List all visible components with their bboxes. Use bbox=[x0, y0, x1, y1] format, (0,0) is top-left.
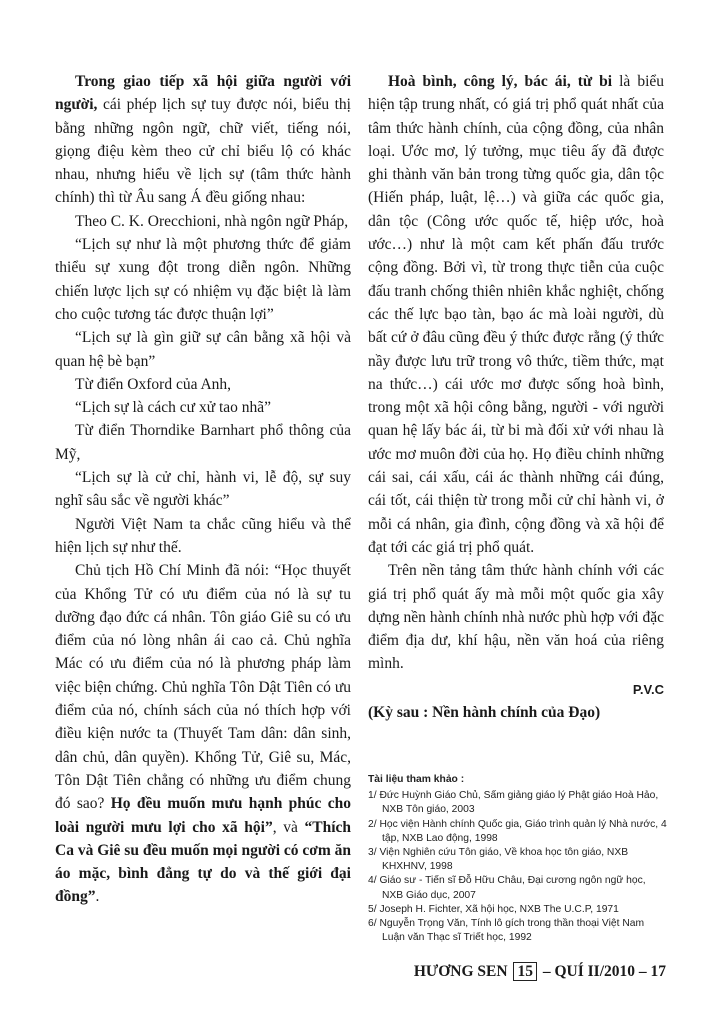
paragraph-lead: Trong giao tiếp xã hội giữa người với người, bbox=[55, 73, 351, 114]
magazine-name: HƯƠNG SEN bbox=[413, 963, 508, 980]
quote-orecchioni-2: “Lịch sự là gìn giữ sự cân bằng xã hội và quan hệ bè bạn” bbox=[55, 329, 351, 370]
author-signature: P.V.C bbox=[632, 681, 664, 697]
right-column bbox=[368, 70, 664, 724]
paragraph-ho-chi-minh: Chủ tịch Hồ Chí Minh đã nói: “Học thuyết của Khổng Tử có ưu điểm của nó là sự tu dưỡng đạo đức cá nhân. Tôn giáo Giê su có ưu điểm của nó lòng nhân ái cao cả. Chủ nghĩa Mác có ưu điểm của nó là phương pháp làm việc biện chứng. Chủ nghĩa Tôn Dật Tiên có ưu điểm của nó, chính sách của nó thích hợp với điều kiện nước ta (Thuyết Tam dân: dân sinh, dân chủ, dân quyền). Khổng Tử, Giê su, Mác, Tôn Dật Tiên chẳng có những ưu điểm chung đó sao? Họ đều muốn mưu hạnh phúc cho loài người mưu lợi cho xã hội”, và “Thích Ca và Giê su đều muốn mọi người có cơm ăn áo mặc, bình đẳng tự do và thế giới đại đồng”. bbox=[55, 562, 352, 906]
paragraph-thorndike: Từ điển Thorndike Barnhart phổ thông của Mỹ, bbox=[55, 422, 351, 463]
paragraph-lead: Hoà bình, công lý, bác ái, từ bi bbox=[388, 73, 613, 90]
reference-item: 3/ Viện Nghiên cứu Tôn giáo, Về khoa học tôn giáo, NXB KHXHNV, 1998 bbox=[368, 847, 629, 873]
reference-item: 6/ Nguyễn Trọng Văn, Tính lô gích trong thần thoại Việt Nam Luận văn Thạc sĩ Triết học, 1992 bbox=[368, 918, 645, 944]
continued-note: (Kỳ sau : Nền hành chính của Đạo) bbox=[368, 704, 601, 722]
paragraph-values: Hoà bình, công lý, bác ái, từ bi là biểu hiện tập trung nhất, có giá trị phổ quát nhất của tâm thức hành chính, của cộng đồng, của nhân loại. Ước mơ, lý tưởng, mục tiêu ấy đã được ghi thành văn bản trong từng quốc gia, dân tộc (Hiến pháp, luật, lệ…) và giữa các quốc gia, dân tộc (Công ước quốc tế, hiệp ước, hoà ước…) như là một cam kết phấn đấu trước cộng đồng. Bởi vì, từ trong thực tiễn của cuộc đấu tranh chống thiên nhiên khắc nghiệt, chống các thế lực bạo tàn, bạo ác mà loài người, dù bất cứ ở đâu cũng đều ý thức được rằng (ý thức nầy được lưu trữ trong vô thức, tiềm thức, mạt na thức…) cái ước mơ được sống hoà bình, trong một xã hội công bằng, người - với người quan hệ lấy bác ái, từ bi mà đối xử với nhau là ước mơ muôn đời của họ. Họ điều chỉnh những cái sai, cái xấu, cái ác thành những cái đúng, cái tốt, cái thiện từ trong mỗi cử chỉ hành vi, ở mỗi cá nhân, gia đình, cộng đồng và xã hội để đạt tới các giá trị phổ quát. bbox=[368, 73, 665, 556]
page-footer bbox=[368, 962, 666, 981]
references-title: Tài liệu tham khảo : bbox=[368, 774, 465, 785]
references bbox=[368, 773, 668, 945]
paragraph-2: Theo C. K. Orecchioni, nhà ngôn ngữ Pháp, bbox=[75, 212, 349, 230]
issue-number-box: 15 bbox=[513, 962, 537, 981]
paragraph-oxford: Từ điển Oxford của Anh, bbox=[75, 375, 232, 393]
issue-info: – QUÍ II/2010 – 17 bbox=[542, 963, 666, 980]
references-list bbox=[368, 789, 668, 945]
reference-item: 4/ Giáo sư - Tiến sĩ Đỗ Hữu Châu, Đại cương ngôn ngữ học, NXB Giáo dục, 2007 bbox=[368, 875, 646, 901]
reference-item: 5/ Joseph H. Fichter, Xã hội học, NXB The U.C.P, 1971 bbox=[368, 903, 619, 915]
quote-oxford: “Lịch sự là cách cư xử tao nhã” bbox=[75, 399, 272, 417]
reference-item: 2/ Học viện Hành chính Quốc gia, Giáo trình quản lý Nhà nước, 4 tập, NXB Lao động, 1998 bbox=[368, 818, 667, 844]
paragraph-foundation: Trên nền tảng tâm thức hành chính với các giá trị phổ quát ấy mà mỗi một quốc gia xây dựng nền hành chính nhà nước phù hợp với đặc điểm địa dư, khí hậu, nền văn hoá của riêng mình. bbox=[368, 562, 664, 673]
reference-item: 1/ Đức Huỳnh Giáo Chủ, Sấm giảng giáo lý Phật giáo Hoà Hảo, NXB Tôn giáo, 2003 bbox=[368, 790, 659, 816]
quote-thorndike: “Lịch sự là cử chỉ, hành vi, lễ độ, sự suy nghĩ sâu sắc về người khác” bbox=[55, 469, 351, 510]
left-column bbox=[55, 70, 351, 909]
paragraph-1: Trong giao tiếp xã hội giữa người với người, cái phép lịch sự tuy được nói, biểu thị bằng những ngôn ngữ, chữ viết, tiếng nói, giọng điệu kèm theo cử chỉ biểu lộ có khác nhau, nhưng hiểu về lịch sự (tâm thức hành chính) thì từ Âu sang Á đều giống nhau: bbox=[55, 73, 351, 207]
paragraph-vietnam: Người Việt Nam ta chắc cũng hiểu và thể hiện lịch sự như thế. bbox=[55, 515, 351, 556]
quote-orecchioni-1: “Lịch sự như là một phương thức để giảm thiểu sự xung đột trong diễn ngôn. Những chiến lược lịch sự có nhiệm vụ đặc biệt là làm cho cuộc tương tác được thuận lợi” bbox=[55, 236, 351, 323]
